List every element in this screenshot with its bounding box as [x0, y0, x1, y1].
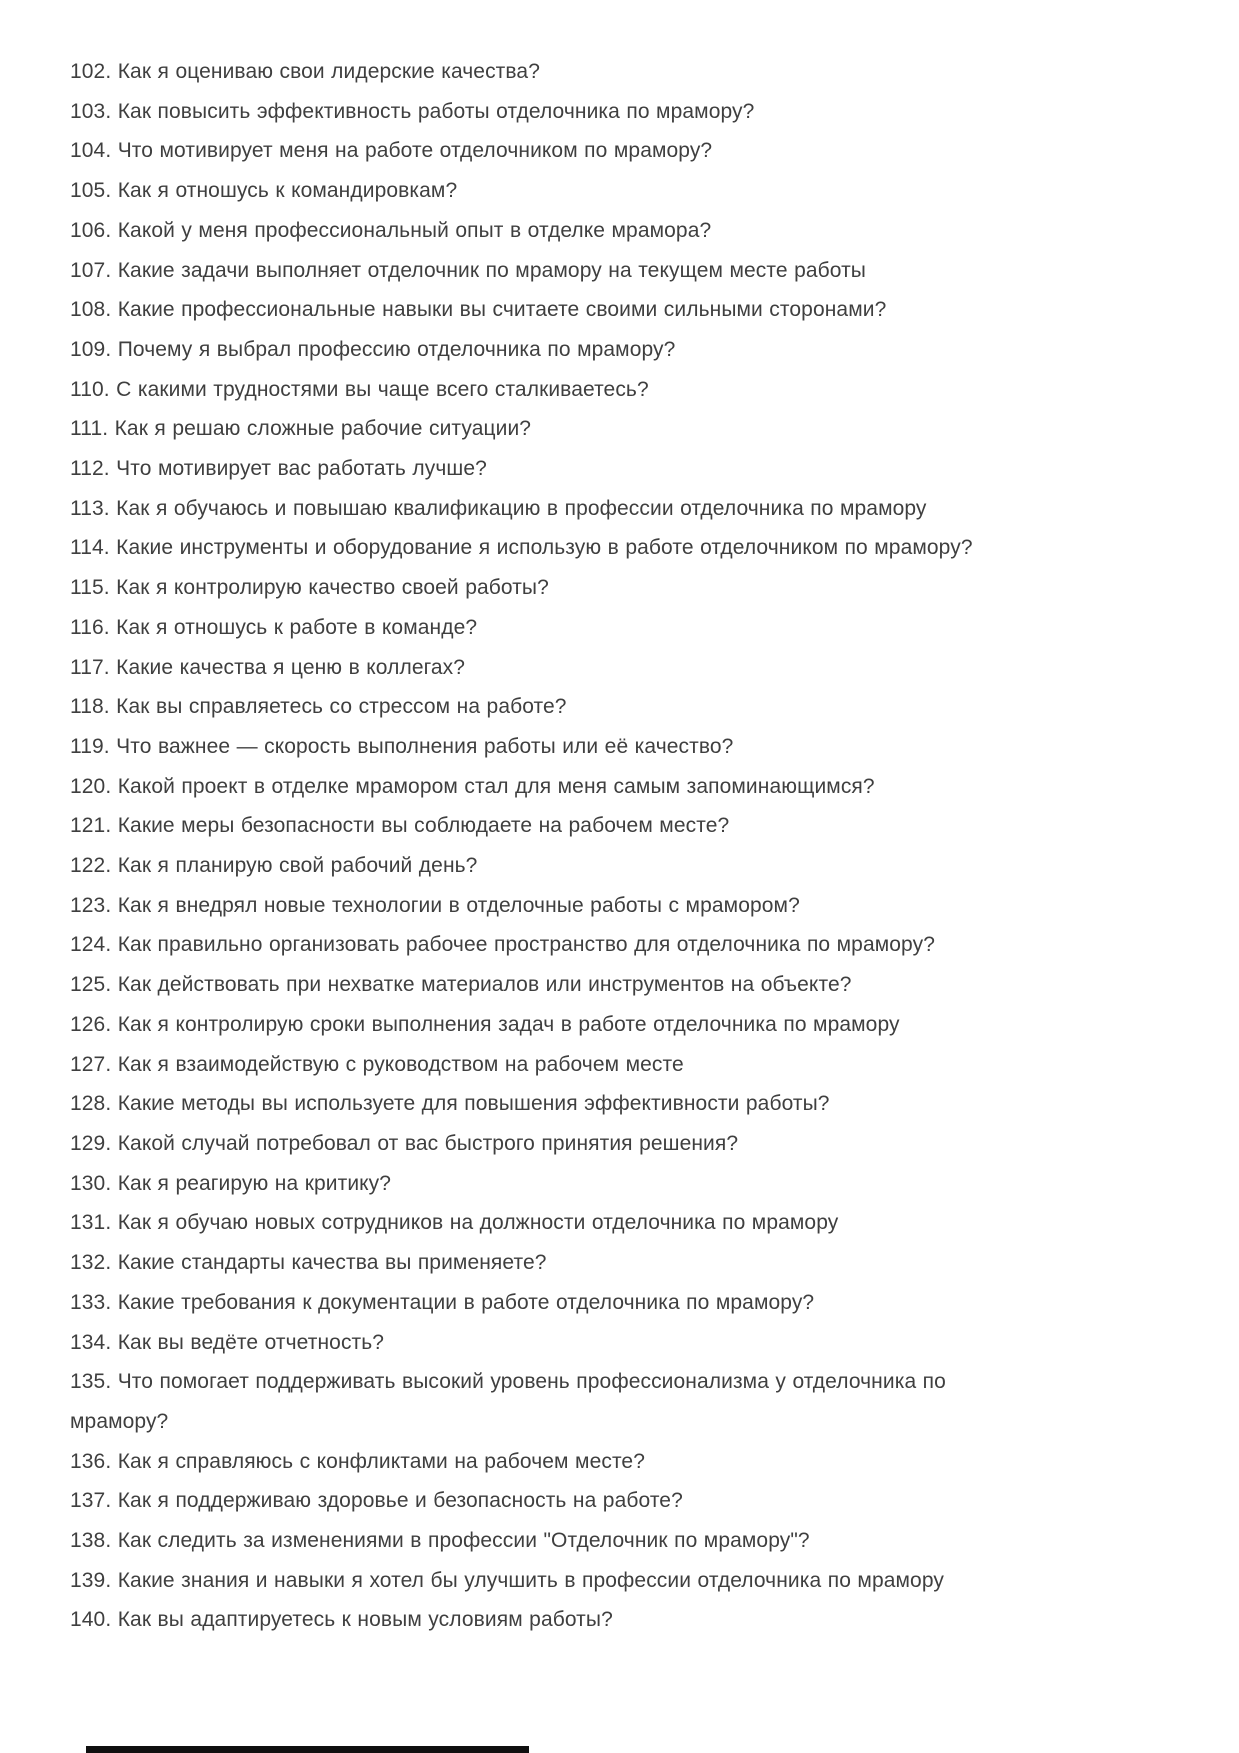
question-item: 111. Как я решаю сложные рабочие ситуации?: [70, 417, 532, 441]
question-item: 129. Какой случай потребовал от вас быстрого принятия решения?: [70, 1131, 739, 1155]
question-item: 130. Как я реагирую на критику?: [70, 1171, 392, 1195]
question-item: 112. Что мотивирует вас работать лучше?: [70, 457, 487, 481]
question-item: 121. Какие меры безопасности вы соблюдаете на рабочем месте?: [70, 814, 730, 838]
question-item: 106. Какой у меня профессиональный опыт в отделке мрамора?: [70, 218, 712, 242]
question-item: 120. Какой проект в отделке мрамором стал для меня самым запоминающимся?: [70, 774, 875, 798]
question-item: 135. Что помогает поддерживать высокий уровень профессионализма у отделочника по мрамору?: [70, 1370, 946, 1433]
question-item: 117. Какие качества я ценю в коллегах?: [70, 655, 466, 679]
cutoff-element-bar: [86, 1746, 529, 1753]
question-item: 127. Как я взаимодействую с руководством на рабочем месте: [70, 1052, 684, 1076]
question-item: 123. Как я внедрял новые технологии в отделочные работы с мрамором?: [70, 893, 800, 917]
question-item: 103. Как повысить эффективность работы отделочника по мрамору?: [70, 99, 755, 123]
question-item: 104. Что мотивирует меня на работе отделочником по мрамору?: [70, 139, 713, 163]
question-item: 110. С какими трудностями вы чаще всего сталкиваетесь?: [70, 377, 649, 401]
question-item: 107. Какие задачи выполняет отделочник по мрамору на текущем месте работы: [70, 258, 866, 282]
question-item: 139. Какие знания и навыки я хотел бы улучшить в профессии отделочника по мрамору: [70, 1568, 944, 1592]
question-item: 105. Как я отношусь к командировкам?: [70, 179, 458, 203]
question-item: 102. Как я оцениваю свои лидерские качества?: [70, 60, 540, 83]
question-item: 125. Как действовать при нехватке материалов или инструментов на объекте?: [70, 973, 852, 997]
question-item: 126. Как я контролирую сроки выполнения задач в работе отделочника по мрамору: [70, 1012, 900, 1036]
question-item: 116. Как я отношусь к работе в команде?: [70, 615, 478, 639]
question-item: 128. Какие методы вы используете для повышения эффективности работы?: [70, 1092, 830, 1116]
question-item: 113. Как я обучаюсь и повышаю квалификацию в профессии отделочника по мрамору: [70, 496, 927, 520]
question-item: 109. Почему я выбрал профессию отделочника по мрамору?: [70, 337, 676, 361]
question-item: 114. Какие инструменты и оборудование я использую в работе отделочником по мрамору?: [70, 536, 973, 560]
question-item: 118. Как вы справляетесь со стрессом на работе?: [70, 695, 567, 719]
question-item: 122. Как я планирую свой рабочий день?: [70, 854, 478, 878]
question-item: 137. Как я поддерживаю здоровье и безопасность на работе?: [70, 1489, 683, 1513]
question-item: 131. Как я обучаю новых сотрудников на должности отделочника по мрамору: [70, 1211, 839, 1235]
question-item: 136. Как я справляюсь с конфликтами на рабочем месте?: [70, 1449, 645, 1473]
question-item: 115. Как я контролирую качество своей работы?: [70, 576, 549, 600]
question-item: 119. Что важнее — скорость выполнения работы или её качество?: [70, 734, 734, 758]
question-item: 134. Как вы ведёте отчетность?: [70, 1330, 385, 1354]
question-item: 140. Как вы адаптируетесь к новым условиям работы?: [70, 1608, 613, 1632]
question-item: 138. Как следить за изменениями в профессии "Отделочник по мрамору"?: [70, 1529, 810, 1553]
question-item: 132. Какие стандарты качества вы применяете?: [70, 1251, 547, 1275]
questions-list: [70, 52, 1015, 1640]
question-item: 133. Какие требования к документации в работе отделочника по мрамору?: [70, 1290, 815, 1314]
question-item: 108. Какие профессиональные навыки вы считаете своими сильными сторонами?: [70, 298, 887, 322]
question-item: 124. Как правильно организовать рабочее пространство для отделочника по мрамору?: [70, 933, 935, 957]
